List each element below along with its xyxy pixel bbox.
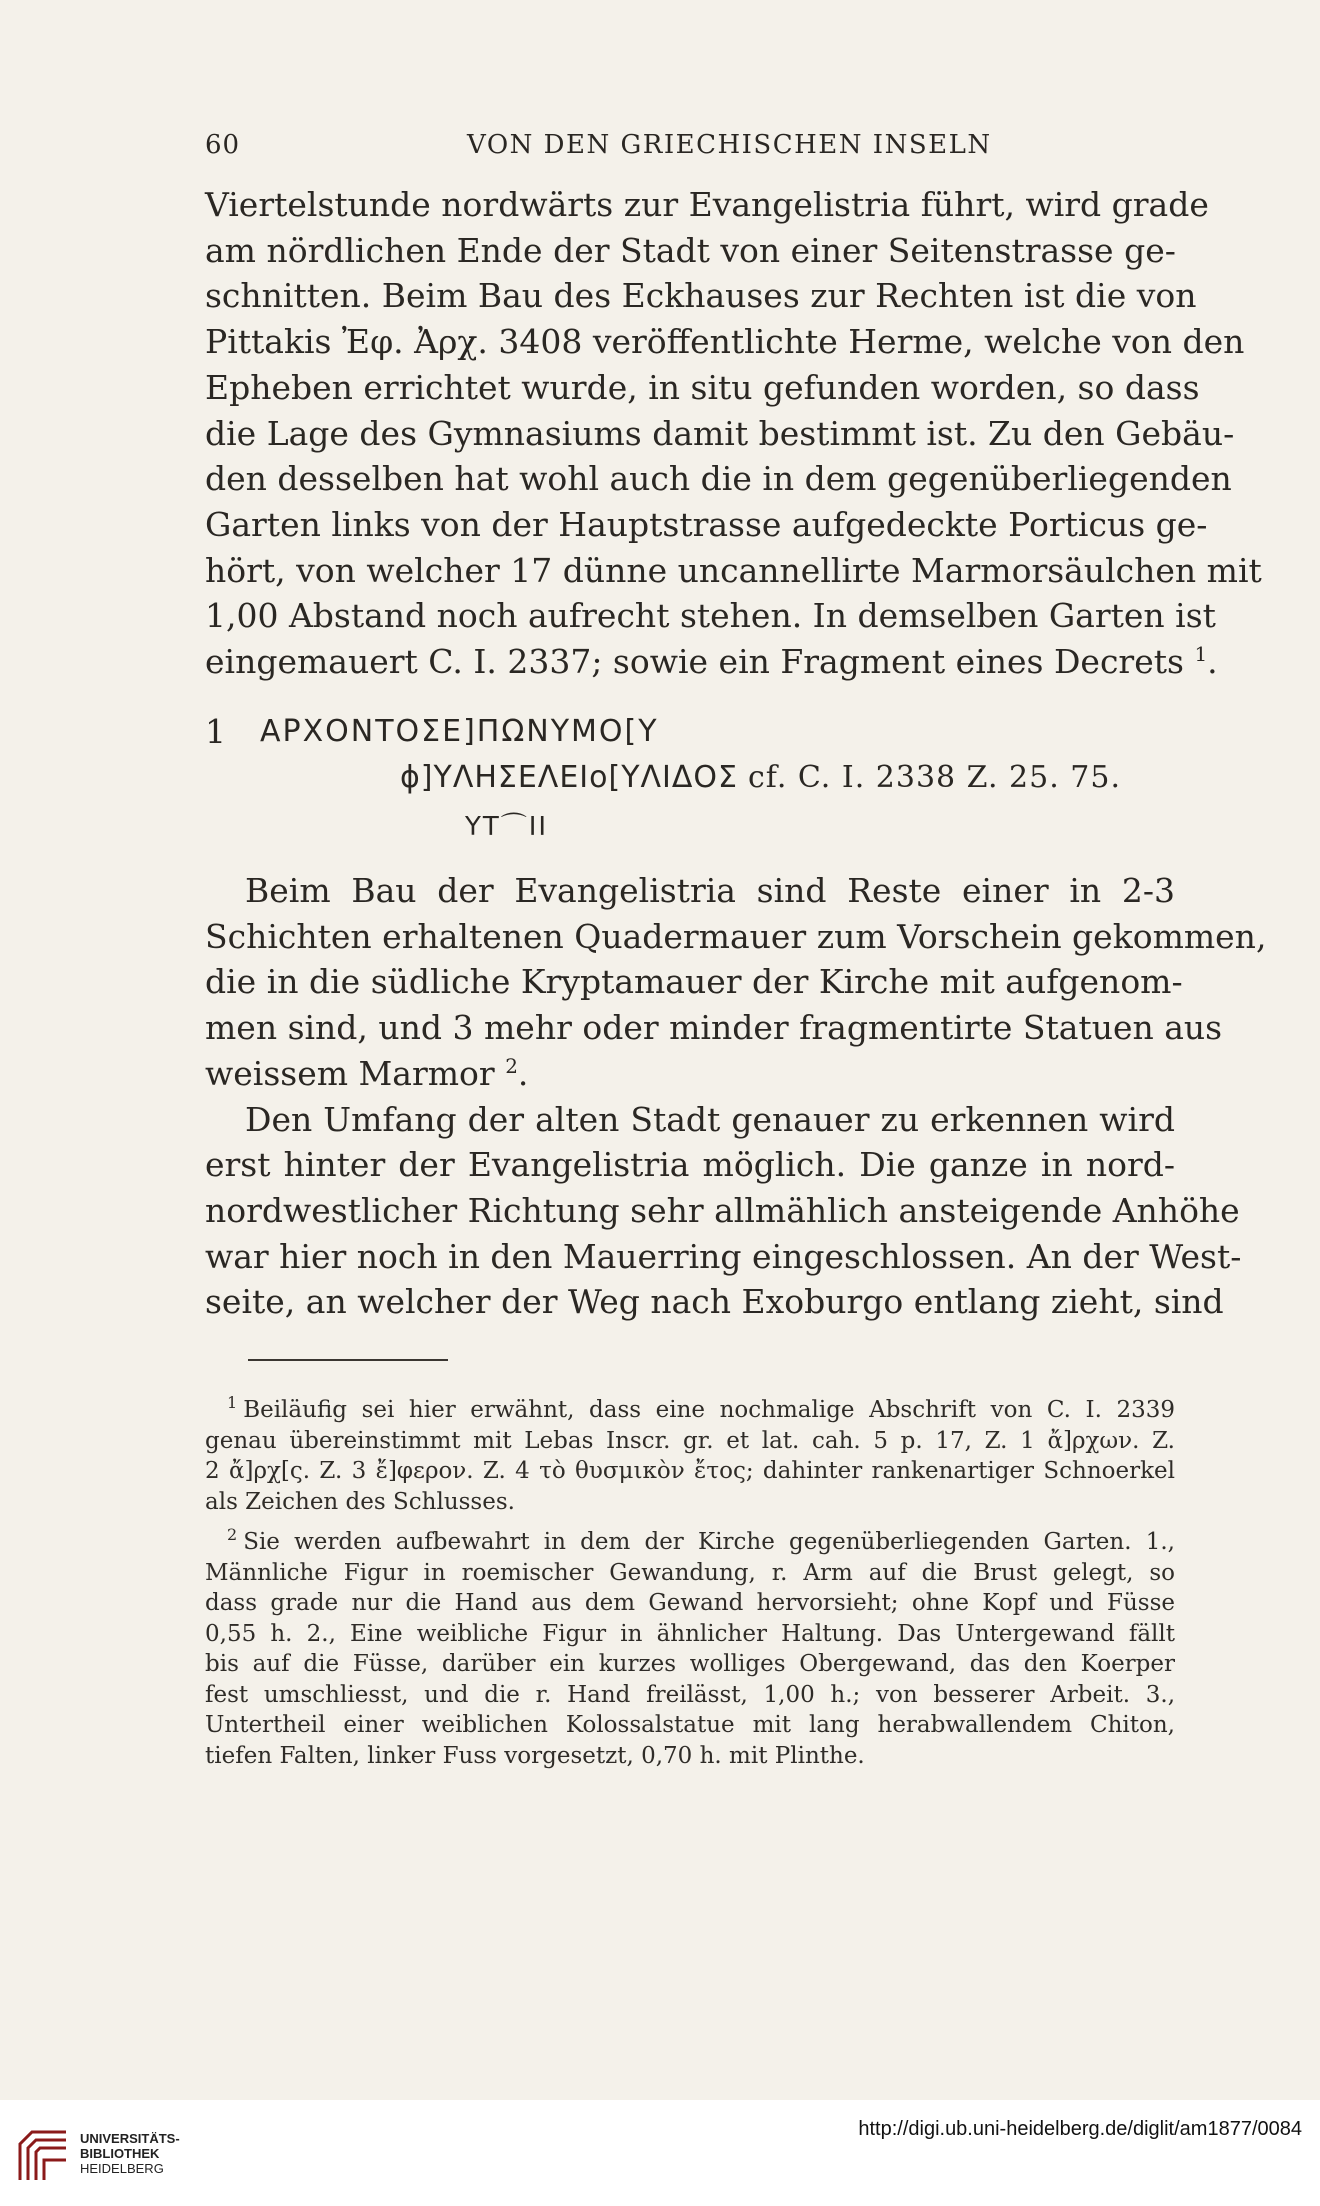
footnote-divider — [248, 1359, 448, 1361]
text-line: Viertelstunde nordwärts zur Evangelistria führt, wird grade — [205, 185, 1209, 224]
footer-bar — [0, 2100, 1320, 2206]
running-head — [205, 130, 1165, 170]
text-line: weissem Marmor $^2$. — [205, 1053, 529, 1093]
footnote-marker: 1 — [227, 1393, 238, 1413]
text-line: Beim Bau der Evangelistria sind Reste einer in 2-3 — [245, 871, 1175, 910]
footnote-line: Männliche Figur in roemischer Gewandung, r. Arm auf die Brust gelegt, so — [205, 1559, 1175, 1586]
footnote-line: fest umschliesst, und die r. Hand freilässt, 1,00 h.; von besserer Arbeit. 3., — [205, 1681, 1175, 1708]
inscription-reference: cf. C. I. 2338 Z. 25. 75. — [747, 760, 1122, 795]
page-number: 60 — [205, 130, 241, 160]
footnote-line: $^1$ Beiläufig sei hier erwähnt, dass eine nochmalige Abschrift von C. I. 2339 — [227, 1393, 1175, 1423]
library-name: UNIVERSITÄTS- BIBLIOTHEK HEIDELBERG — [80, 2131, 180, 2176]
inscription-line-1: ΑΡΧΟΝΤΟΣΕ]ΠΩΝΥΜΟ[Υ — [260, 714, 659, 749]
text-line: erst hinter der Evangelistria möglich. Die ganze in nord- — [205, 1145, 1175, 1185]
footnote-1 — [205, 1395, 1175, 1517]
text-line: nordwestlicher Richtung sehr allmählich ansteigende Anhöhe — [205, 1190, 1240, 1230]
running-title: VON DEN GRIECHISCHEN INSELN — [467, 130, 992, 160]
source-url-link[interactable]: http://digi.ub.uni-heidelberg.de/diglit/am1877/0084 — [858, 2118, 1302, 2140]
text-line: Garten links von der Hauptstrasse aufgedeckte Porticus ge- — [205, 504, 1208, 544]
footnote-line: als Zeichen des Schlusses. — [205, 1488, 515, 1515]
text-line: war hier noch in den Mauerring eingeschlossen. An der West- — [205, 1236, 1242, 1276]
paragraph-1 — [205, 182, 1262, 685]
inscription-line-2: ϕ]ΥΛΗΣΕΛΕΙο[ΥΛΙΔΟΣ cf. C. I. 2338 Z. 25. 75. — [400, 760, 1122, 795]
footnote-marker: 2 — [227, 1525, 238, 1545]
inscription-line-3: ΥΤ⌒ΙΙ — [465, 812, 549, 842]
footnote-line: 2 ἄ]ρχ[ς. Z. 3 ἔ]φερον. Z. 4 τὸ θυσμικὸν ἔτος; dahinter rankenartiger Schnoerkel — [205, 1458, 1175, 1484]
footnote-ref-2[interactable]: 2 — [505, 1053, 518, 1078]
paragraph-2 — [205, 868, 1267, 1325]
footnote-2 — [205, 1527, 1175, 1771]
footnote-line: 0,55 h. 2., Eine weibliche Figur in ähnlicher Haltung. Das Untergewand fällt — [205, 1620, 1175, 1647]
footnote-ref-1[interactable]: 1 — [1194, 642, 1208, 667]
footnote-line: $^2$ Sie werden aufbewahrt in dem der Kirche gegenüberliegenden Garten. 1., — [227, 1525, 1175, 1555]
text-line: schnitten. Beim Bau des Eckhauses zur Rechten ist die von — [205, 276, 1197, 316]
text-line: den desselben hat wohl auch die in dem gegenüberliegenden — [205, 459, 1232, 499]
text-line: die Lage des Gymnasiums damit bestimmt ist. Zu den Gebäu- — [205, 413, 1235, 453]
text-line: eingemauert C. I. 2337; sowie ein Fragment eines Decrets $^1$. — [205, 642, 1218, 682]
text-line: Schichten erhaltenen Quadermauer zum Vorschein gekommen, — [205, 916, 1267, 956]
inscription-number: 1 — [205, 712, 226, 751]
footnote-line: genau übereinstimmt mit Lebas Inscr. gr. et lat. cah. 5 p. 17, Z. 1 ἄ]ρχων. Z. — [205, 1427, 1175, 1454]
greek-inscription — [205, 712, 1175, 842]
footnote-line: dass grade nur die Hand aus dem Gewand hervorsieht; ohne Kopf und Füsse — [205, 1590, 1175, 1616]
footnote-line: Untertheil einer weiblichen Kolossalstatue mit lang herabwallendem Chiton, — [205, 1712, 1175, 1738]
footnote-line: bis auf die Füsse, darüber ein kurzes wolliges Obergewand, das den Koerper — [205, 1651, 1175, 1677]
text-line: Den Umfang der alten Stadt genauer zu erkennen wird — [245, 1099, 1175, 1139]
text-line: hört, von welcher 17 dünne uncannellirte Marmorsäulchen mit — [205, 550, 1262, 590]
text-line: men sind, und 3 mehr oder minder fragmentirte Statuen aus — [205, 1008, 1223, 1048]
text-line: seite, an welcher der Weg nach Exoburgo entlang zieht, sind — [205, 1282, 1224, 1322]
footnotes — [205, 1395, 1175, 1771]
library-logo-icon — [14, 2126, 72, 2184]
text-line: am nördlichen Ende der Stadt von einer Seitenstrasse ge- — [205, 230, 1176, 270]
text-line: Pittakis Ἐφ. Ἀρχ. 3408 veröffentlichte Herme, welche von den — [205, 322, 1245, 362]
text-line: die in die südliche Kryptamauer der Kirche mit aufgenom- — [205, 962, 1183, 1002]
text-line: Epheben errichtet wurde, in situ gefunden worden, so dass — [205, 367, 1200, 407]
text-line: 1,00 Abstand noch aufrecht stehen. In demselben Garten ist — [205, 596, 1216, 636]
footnote-line: tiefen Falten, linker Fuss vorgesetzt, 0,70 h. mit Plinthe. — [205, 1742, 865, 1769]
